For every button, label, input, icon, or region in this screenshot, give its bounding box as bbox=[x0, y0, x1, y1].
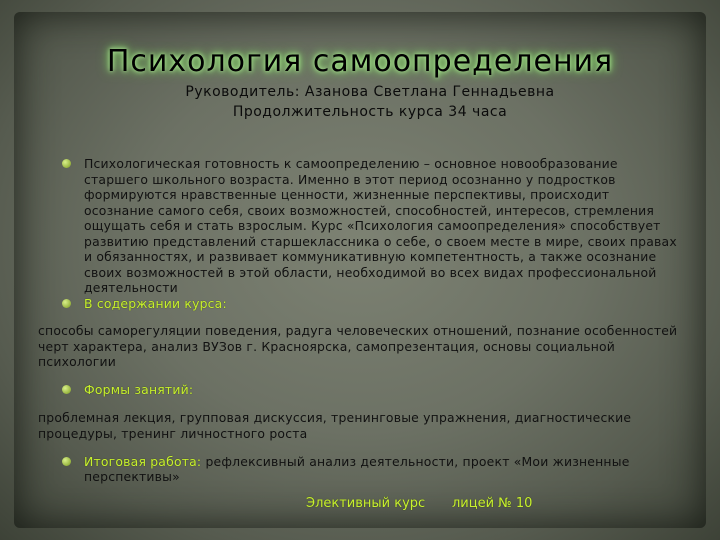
intro-item bbox=[58, 156, 678, 296]
content-heading-item bbox=[58, 296, 678, 312]
intro-text: Психологическая готовность к самоопределению – основное новообразование старшего школьного возраста. Именно в этот период осознанно у подростков формируются нравственные ценности, жизненные перспективы, происходит осознание самого себя, своих возможностей, способностей, интересов, стремления ощущать себя и стать взрослым. Курс «Психология самоопределения» способствует развитию представлений старшеклассника о себе, о своем месте в мире, своих правах и обязанностях, и развивает коммуникативную компетентность, а также осознание своих возможностей в этой области, необходимой во всех видах профессиональной деятельности bbox=[84, 156, 677, 295]
slide-body bbox=[38, 156, 678, 485]
bullet-icon bbox=[62, 385, 71, 394]
duration-line: Продолжительность курса 34 часа bbox=[232, 104, 508, 120]
results-heading: Итоговая работа: bbox=[84, 453, 202, 469]
forms-heading-item bbox=[58, 382, 678, 398]
footer-school: лицей № 10 bbox=[452, 496, 533, 511]
bullet-icon bbox=[62, 299, 71, 308]
bullet-icon bbox=[62, 159, 71, 168]
supervisor-line: Руководитель: Азанова Светлана Геннадьевна bbox=[185, 84, 555, 100]
results-text: рефлексивный анализ деятельности, проект «Мои жизненные перспективы» bbox=[84, 453, 630, 485]
results-item bbox=[58, 454, 678, 485]
footer-course: Элективный курс bbox=[306, 496, 426, 511]
slide-title: Психология самоопределения bbox=[106, 44, 614, 79]
bullet-icon bbox=[62, 457, 71, 466]
forms-heading: Формы занятий: bbox=[84, 382, 194, 398]
forms-text: проблемная лекция, групповая дискуссия, тренинговые упражнения, диагностические процедуры, тренинг личностного роста bbox=[38, 410, 632, 441]
content-heading: В содержании курса: bbox=[84, 295, 227, 311]
content-text: способы саморегуляции поведения, радуга человеческих отношений, познание особенностей черт характера, анализ ВУЗов г. Красноярска, самопрезентация, основы социальной психологии bbox=[38, 323, 678, 370]
